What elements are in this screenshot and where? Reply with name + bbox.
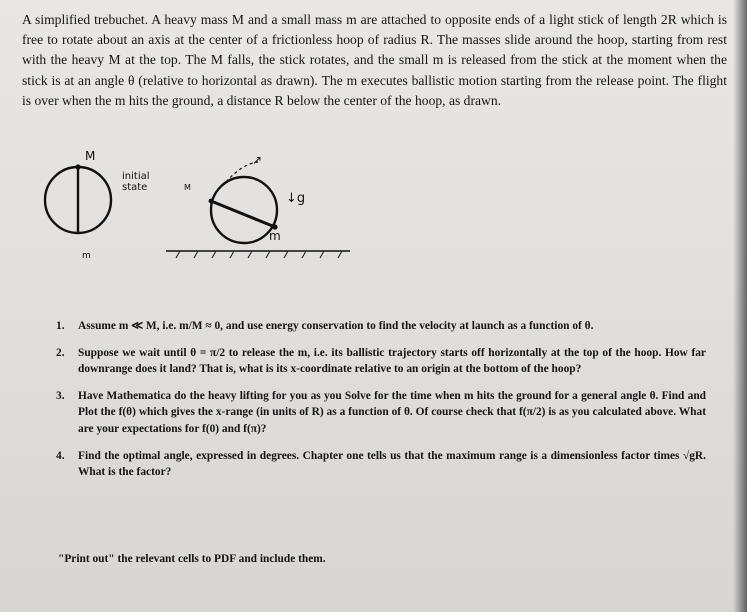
initial-note-line2: state — [122, 182, 148, 193]
question-list — [56, 318, 706, 491]
right-small-label: m — [269, 229, 281, 243]
right-m-label: M — [184, 183, 191, 192]
question-number: 1. — [56, 320, 65, 332]
question-text: Assume m ≪ M, i.e. m/M ≈ 0, and use energy conservation to find the velocity at launch as a function of θ. — [78, 320, 594, 332]
right-hoop — [211, 177, 277, 243]
closing-instruction: "Print out" the relevant cells to PDF and include them. — [58, 553, 326, 565]
intro-paragraph: A simplified trebuchet. A heavy mass M and a small mass m are attached to opposite ends of a light stick of length 2R which is free to rotate about an axis at the center of a frictionless hoop of radius R. The masses slide around the hoop, starting from rest with the heavy M at the top. The M falls, the stick rotates, and the small m is released from the stick at the moment when the stick is at an angle θ (relative to horizontal as drawn). The m executes ballistic motion starting from the release point. The flight is over when the m hits the ground, a distance R below the center of the hoop, as drawn. — [22, 12, 727, 108]
left-top-label: M — [85, 150, 96, 163]
problem-intro — [22, 10, 727, 111]
question-number: 2. — [56, 346, 65, 359]
question-2 — [56, 345, 706, 378]
trebuchet-diagram — [30, 150, 360, 270]
question-number: 3. — [56, 389, 65, 402]
right-small-mass — [209, 199, 214, 204]
right-stick — [211, 201, 275, 227]
question-text: Find the optimal angle, expressed in degrees. Chapter one tells us that the maximum range is a dimensionless factor times √gR. What is the factor? — [78, 449, 706, 479]
question-text: Have Mathematica do the heavy lifting for you as you Solve for the time when m hits the ground for a general angle θ. Find and Plot the f(θ) which gives the x-range (in units of R) as a function of θ. Of course check that f(π/2) is as you calculated above. What are your expectations for f(0) and f(π)? — [78, 389, 706, 435]
left-bottom-label: m — [82, 251, 91, 261]
question-number: 4. — [56, 449, 65, 462]
page-edge-shadow — [733, 0, 747, 612]
question-text: Suppose we wait until θ = π/2 to release the m, i.e. its ballistic trajectory starts off horizontally at the top of the hoop. How far downrange does it land? That is, what is its x-coordinate relative to an origin at the bottom of the hoop? — [78, 346, 706, 376]
question-4 — [56, 448, 706, 481]
question-1 — [56, 318, 706, 335]
ground-hatching — [176, 251, 342, 258]
question-3 — [56, 388, 706, 438]
left-top-mass — [75, 164, 80, 169]
gravity-label: ↓g — [286, 191, 306, 206]
trajectory-arrow: ↗ — [252, 153, 263, 167]
initial-note-line1: initial — [122, 171, 150, 182]
